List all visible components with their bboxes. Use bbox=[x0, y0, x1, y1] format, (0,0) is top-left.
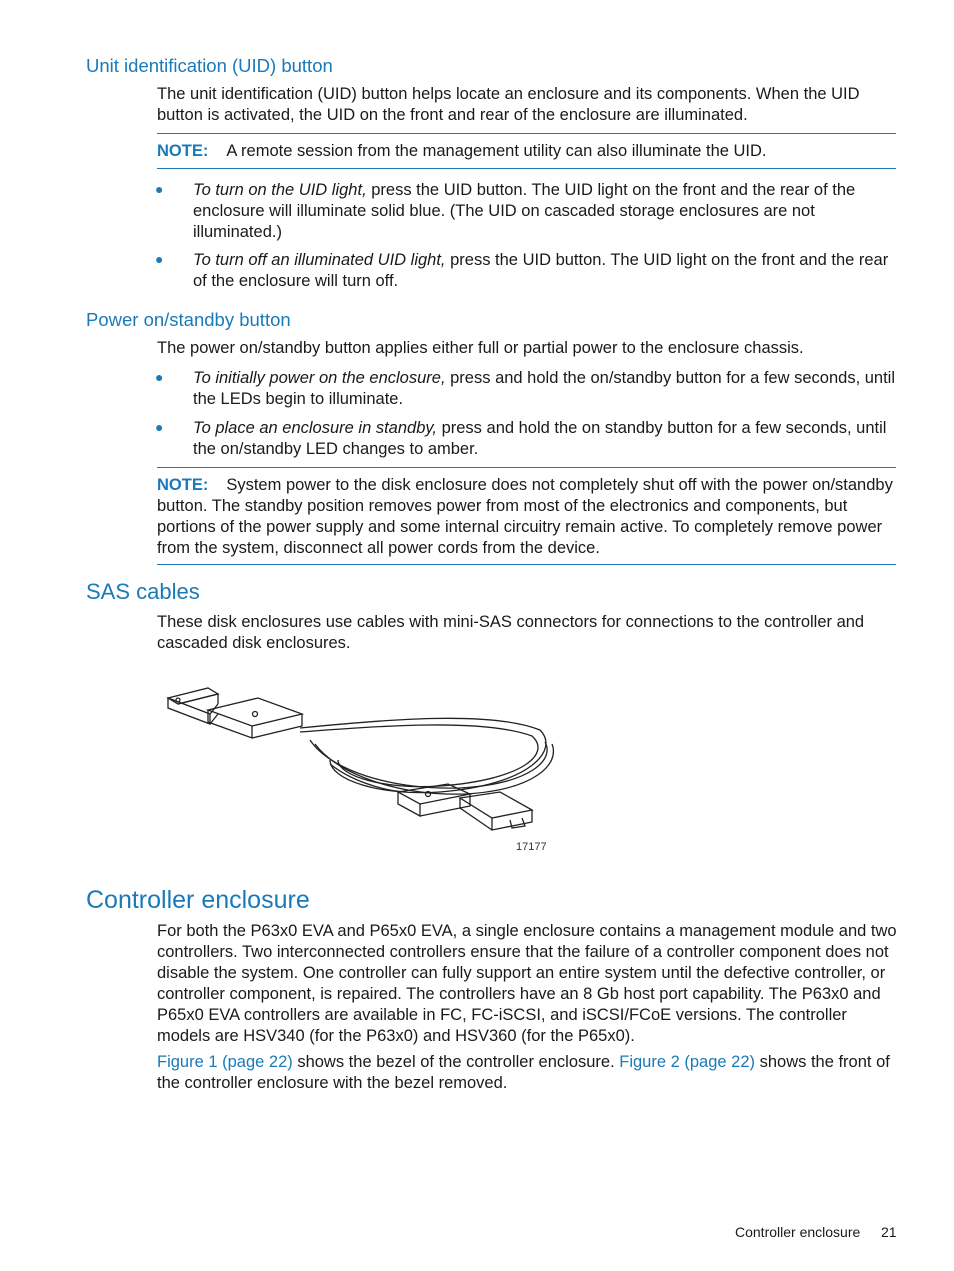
list-item bbox=[193, 250, 896, 292]
figure-2-link[interactable]: Figure 2 (page 22) bbox=[619, 1053, 756, 1071]
list-item-text: press and hold the on/standby button for a few seconds, until the LEDs begin to illuminate. bbox=[193, 369, 896, 408]
uid-heading: Unit identification (UID) button bbox=[86, 55, 333, 76]
list-item-lead: To initially power on the enclosure, bbox=[193, 369, 446, 387]
list-item-text: press the UID button. The UID light on the front and the rear of the enclosure will illuminate solid blue. (The UID on cascaded storage enclosures are not illuminated.) bbox=[193, 181, 856, 241]
bullet-icon: ● bbox=[155, 369, 164, 385]
list-item-lead: To turn on the UID light, bbox=[193, 181, 367, 199]
note-label: NOTE: bbox=[157, 476, 209, 494]
note-bottom-rule bbox=[157, 168, 896, 169]
page-number: 21 bbox=[881, 1224, 897, 1240]
power-heading: Power on/standby button bbox=[86, 309, 291, 330]
note-top-rule bbox=[157, 133, 896, 134]
list-item-text: press and hold the on standby button for a few seconds, until the on/standby LED changes to amber. bbox=[193, 419, 887, 458]
figure-1-link[interactable]: Figure 1 (page 22) bbox=[157, 1053, 293, 1071]
para2-text1: shows the bezel of the controller enclosure. bbox=[292, 1053, 620, 1071]
note-top-rule bbox=[157, 467, 896, 468]
note-text: A remote session from the management utility can also illuminate the UID. bbox=[226, 142, 767, 160]
para2-text2: shows the front of the controller enclosure with the bezel removed. bbox=[157, 1053, 890, 1092]
bullet-icon: ● bbox=[155, 419, 164, 435]
figure-id: 17177 bbox=[516, 841, 547, 853]
controller-para2 bbox=[157, 1052, 897, 1094]
note-bottom-rule bbox=[157, 564, 896, 565]
sas-intro: These disk enclosures use cables with mini-SAS connectors for connections to the controller and cascaded disk enclosures. bbox=[157, 613, 865, 652]
list-item bbox=[193, 418, 896, 460]
bullet-icon: ● bbox=[155, 181, 164, 197]
footer-section: Controller enclosure bbox=[735, 1224, 861, 1240]
uid-note bbox=[157, 141, 897, 162]
list-item-lead: To place an enclosure in standby, bbox=[193, 419, 437, 437]
controller-heading: Controller enclosure bbox=[86, 886, 310, 914]
uid-intro: The unit identification (UID) button helps locate an enclosure and its components. When the UID button is activated, the UID on the front and rear of the enclosure are illuminated. bbox=[157, 85, 860, 124]
note-label: NOTE: bbox=[157, 142, 209, 160]
list-item bbox=[193, 180, 896, 243]
list-item bbox=[193, 368, 896, 410]
sas-cable-illustration bbox=[160, 680, 560, 860]
list-item-text: press the UID button. The UID light on the front and the rear of the enclosure will turn off. bbox=[193, 251, 889, 290]
note-text: System power to the disk enclosure does not completely shut off with the power on/standby button. The standby position removes power from most of the electronics and components, but portions of the power supply and some internal circuitry remain active. To completely remove power from the system, disconnect all power cords from the device. bbox=[157, 476, 893, 557]
list-item-lead: To turn off an illuminated UID light, bbox=[193, 251, 446, 269]
power-note bbox=[157, 475, 897, 559]
bullet-icon: ● bbox=[155, 251, 164, 267]
power-intro: The power on/standby button applies either full or partial power to the enclosure chassis. bbox=[157, 339, 804, 357]
sas-heading: SAS cables bbox=[86, 579, 200, 604]
controller-para1: For both the P63x0 EVA and P65x0 EVA, a single enclosure contains a management module and two controllers. Two interconnected controllers ensure that the failure of a controller component does not disable the system. One controller can fully support an entire system until the defective controller, or controller component, is repaired. The controllers have an 8 Gb host port capability. The P63x0 and P65x0 EVA controllers are available in FC, FC-iSCSI, and iSCSI/FCoE versions. The controller models are HSV340 (for the P63x0) and HSV360 (for the P65x0). bbox=[157, 922, 897, 1045]
